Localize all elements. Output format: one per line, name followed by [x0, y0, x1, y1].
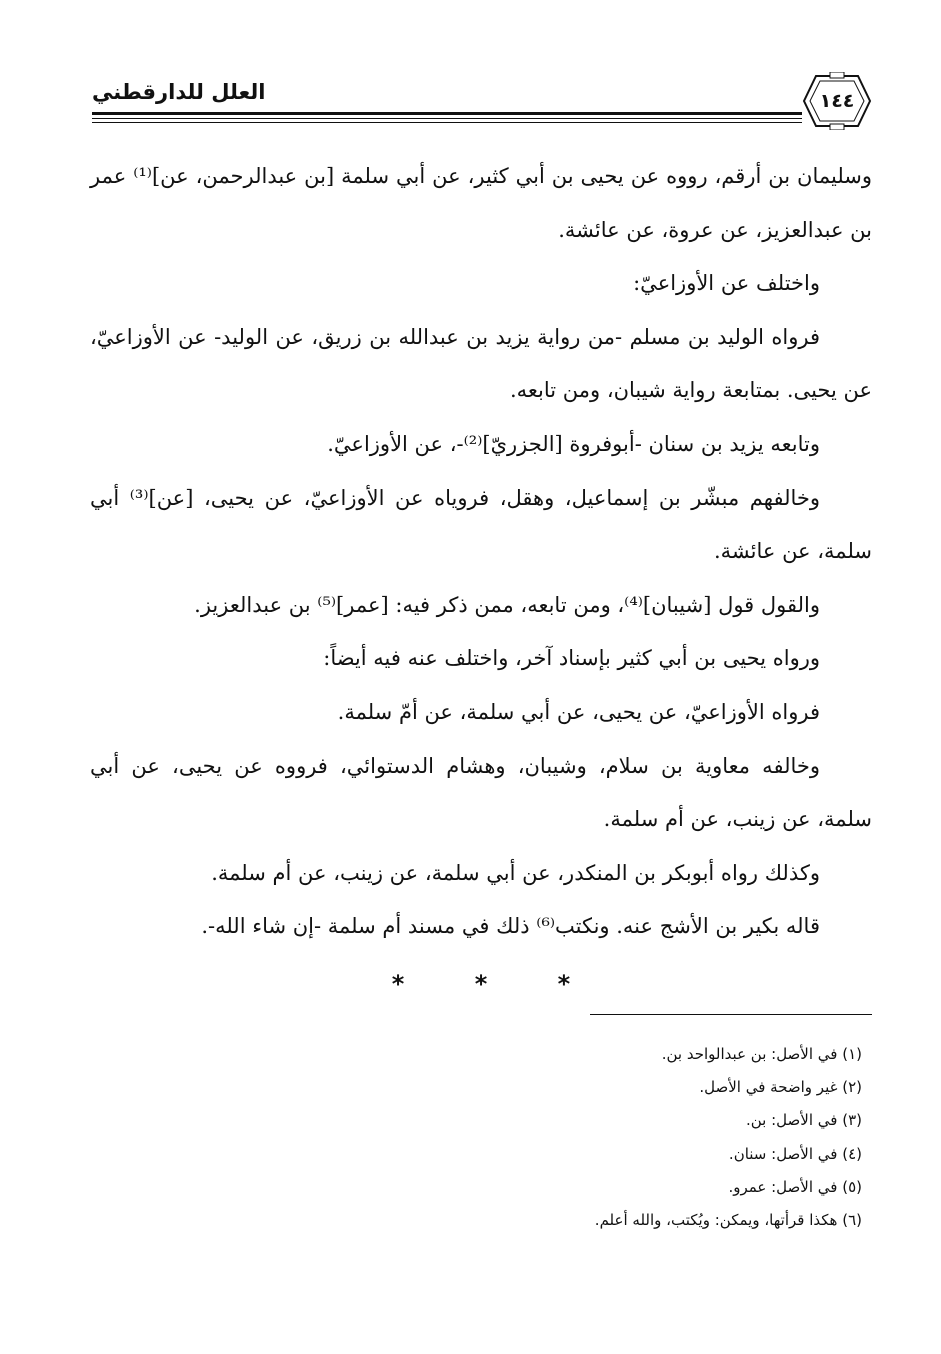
- page-number: ١٤٤: [819, 90, 855, 112]
- asterisk-icon: *: [391, 969, 405, 998]
- section-separator: [90, 958, 872, 1012]
- paragraph: فرواه الوليد بن مسلم -من رواية يزيد بن عبدالله بن زريق، عن الوليد- عن الأوزاعيّ، عن يحيى. بمتابعة رواية شيبان، ومن تابعه.: [90, 324, 872, 403]
- paragraph: وتابعه يزيد بن سنان -أبوفروة [الجزريّ]⁽²⁾-، عن الأوزاعيّ.: [327, 431, 820, 456]
- page-number-badge: [802, 72, 872, 130]
- asterisk-icon: *: [557, 969, 571, 998]
- header-rule: [92, 118, 802, 119]
- footnote: (٤) في الأصل: سنان.: [728, 1144, 862, 1163]
- paragraph: والقول قول [شيبان]⁽⁴⁾، ومن تابعه، ممن ذكر فيه: [عمر]⁽⁵⁾ بن عبدالعزيز.: [194, 592, 820, 617]
- paragraph: واختلف عن الأوزاعيّ:: [633, 271, 820, 296]
- footnote: (٢) غير واضحة في الأصل.: [699, 1078, 862, 1097]
- footnotes: [400, 1038, 862, 1237]
- paragraph: ورواه يحيى بن أبي كثير بإسناد آخر، واختلف عنه فيه أيضاً:: [323, 646, 820, 671]
- header-rule: [92, 112, 802, 115]
- footnote: (٦) هكذا قرأتها، ويمكن: ويُكتب، والله أعلم.: [594, 1211, 862, 1230]
- header-rule: [92, 122, 802, 123]
- paragraph: وكذلك رواه أبوبكر بن المنكدر، عن أبي سلمة، عن زينب، عن أم سلمة.: [211, 860, 820, 885]
- footnote-rule: [590, 1014, 872, 1015]
- paragraph: فرواه الأوزاعيّ، عن يحيى، عن أبي سلمة، عن أمّ سلمة.: [337, 699, 820, 724]
- paragraph: وسليمان بن أرقم، رووه عن يحيى بن أبي كثير، عن أبي سلمة [بن عبدالرحمن، عن]⁽¹⁾ عمر بن عبدالعزيز، عن عروة، عن عائشة.: [90, 164, 873, 242]
- paragraph: وخالفه معاوية بن سلام، وشيبان، وهشام الدستوائي، فرووه عن يحيى، عن أبي سلمة، عن زينب، عن أم سلمة.: [90, 753, 872, 832]
- footnote: (٥) في الأصل: عمرو.: [728, 1177, 862, 1196]
- footnote: (٣) في الأصل: بن.: [746, 1111, 862, 1130]
- book-title: العلل للدارقطني: [92, 80, 266, 104]
- paragraph: قاله بكير بن الأشج عنه. ونكتب⁽⁶⁾ ذلك في مسند أم سلمة -إن شاء الله-.: [201, 914, 820, 939]
- footnote: (١) في الأصل: بن عبدالواحد بن.: [661, 1045, 862, 1063]
- paragraph: وخالفهم مبشّر بن إسماعيل، وهقل، فروياه عن الأوزاعيّ، عن يحيى، [عن]⁽³⁾ أبي سلمة، عن عائشة.: [90, 485, 872, 564]
- asterisk-icon: *: [474, 969, 488, 998]
- page-header: [92, 72, 872, 132]
- main-text: [90, 150, 872, 1012]
